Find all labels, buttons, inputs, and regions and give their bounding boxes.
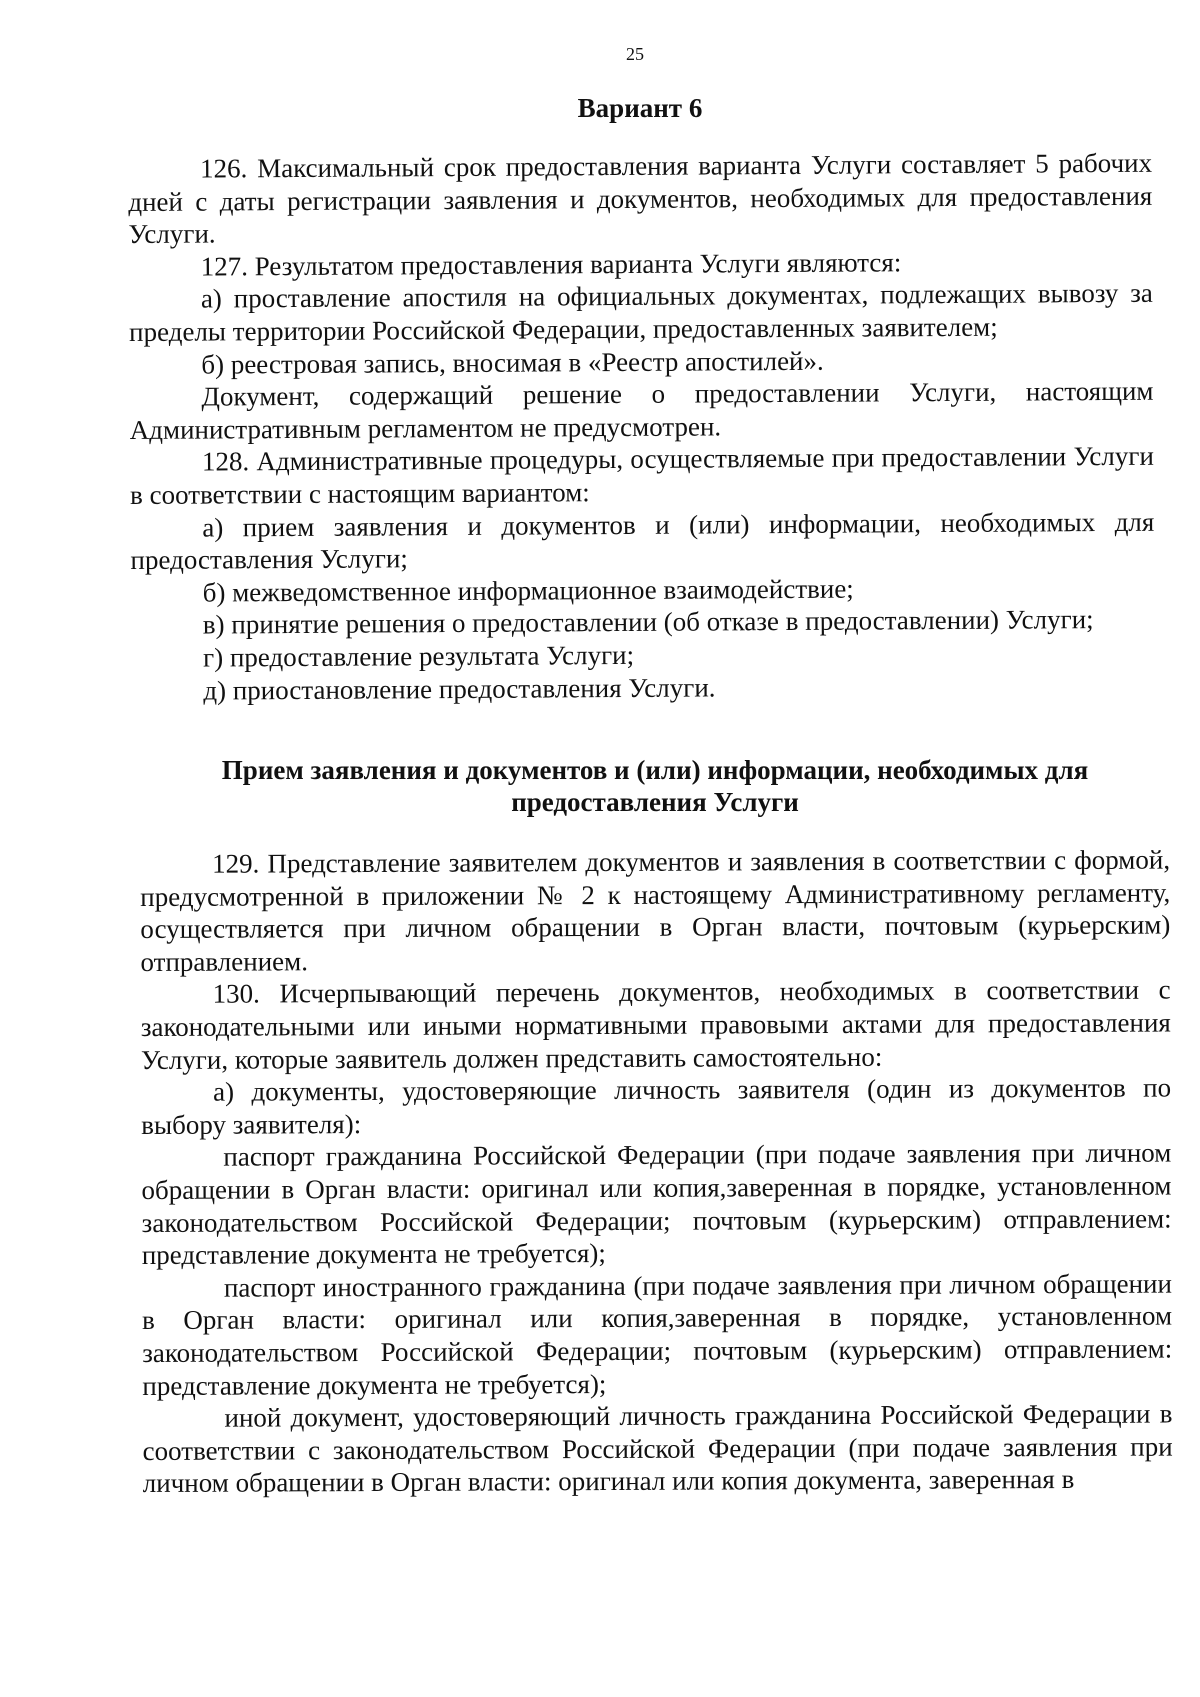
paragraph-127-a: а) проставление апостиля на официальных документах, подлежащих вывозу за пределы территории Российской Федерации, предоставленных заявителем;: [129, 278, 1153, 347]
paragraph-128-b: б) межведомственное информационное взаимодействие;: [202, 573, 854, 608]
section-title-line-2: предоставления Услуги: [511, 787, 799, 817]
paragraph-128-d: д) приостановление предоставления Услуги.: [203, 671, 716, 706]
paragraph-128: 128. Административные процедуры, осуществляемые при предоставлении Услуги в соответствии с настоящим вариантом:: [129, 441, 1154, 510]
paragraph-130: 130. Исчерпывающий перечень документов, необходимых в соответствии с законодательными или иными нормативными правовыми актами для предоставления Услуги, которые заявитель должен представить самостоятельно:: [140, 974, 1171, 1075]
paragraph-128-v: в) принятие решения о предоставлении (об отказе в предоставлении) Услуги;: [202, 604, 1094, 640]
paragraph-127-b: б) реестровая запись, вносимая в «Реестр апостилей».: [201, 345, 824, 380]
section-title: [140, 754, 1170, 818]
paragraph-126: 126. Максимальный срок предоставления варианта Услуги составляет 5 рабочих дней с даты регистрации заявления и документов, необходимых для предоставления Услуги.: [128, 147, 1153, 250]
variant-title: Вариант 6: [577, 93, 703, 123]
paragraph-130-a: а) документы, удостоверяющие личность заявителя (один из документов по выбору заявителя):: [141, 1072, 1172, 1140]
page-number: 25: [626, 44, 644, 64]
section-title-line-1: Прием заявления и документов и (или) информации, необходимых для: [221, 755, 1089, 785]
paragraph-passport-foreign: паспорт иностранного гражданина (при подаче заявления при личном обращении в Орган власти: оригинал или копия,заверенная в порядке, установленном законодательством Российской Федерации; почтовым (курьерским) отправлением: представление документа не требуется);: [141, 1268, 1173, 1401]
paragraph-128-g: г) предоставление результата Услуги;: [202, 639, 635, 673]
paragraph-decision-note: Документ, содержащий решение о предоставлении Услуги, настоящим Административным регламентом не предусмотрен.: [129, 375, 1154, 445]
paragraph-127: 127. Результатом предоставления варианта Услуги являются:: [200, 247, 902, 282]
paragraph-128-a: а) прием заявления и документов и (или) информации, необходимых для предоставления Услуги;: [130, 506, 1155, 576]
paragraph-passport-rf: паспорт гражданина Российской Федерации (при подаче заявления при личном обращении в Орган власти: оригинал или копия,заверенная в порядке, установленном законодательством Российской Федерации; почтовым (курьерским) отправлением: представление документа не требуется);: [141, 1137, 1172, 1271]
section-body: [140, 844, 1173, 1500]
paragraph-129: 129. Представление заявителем документов и заявления в соответствии с формой, предусмотренной в приложении № 2 к настоящему Административному регламенту, осуществляется при личном обращении в Орган власти, почтовым (курьерским) отправлением.: [140, 844, 1171, 977]
paragraph-other-id: иной документ, удостоверяющий личность гражданина Российской Федерации в соответствии с законодательством Российской Федерации (при подаче заявления при личном обращении в Орган власти: оригинал или копия документа, заверенная в: [142, 1398, 1173, 1499]
variant-body: [128, 147, 1155, 707]
